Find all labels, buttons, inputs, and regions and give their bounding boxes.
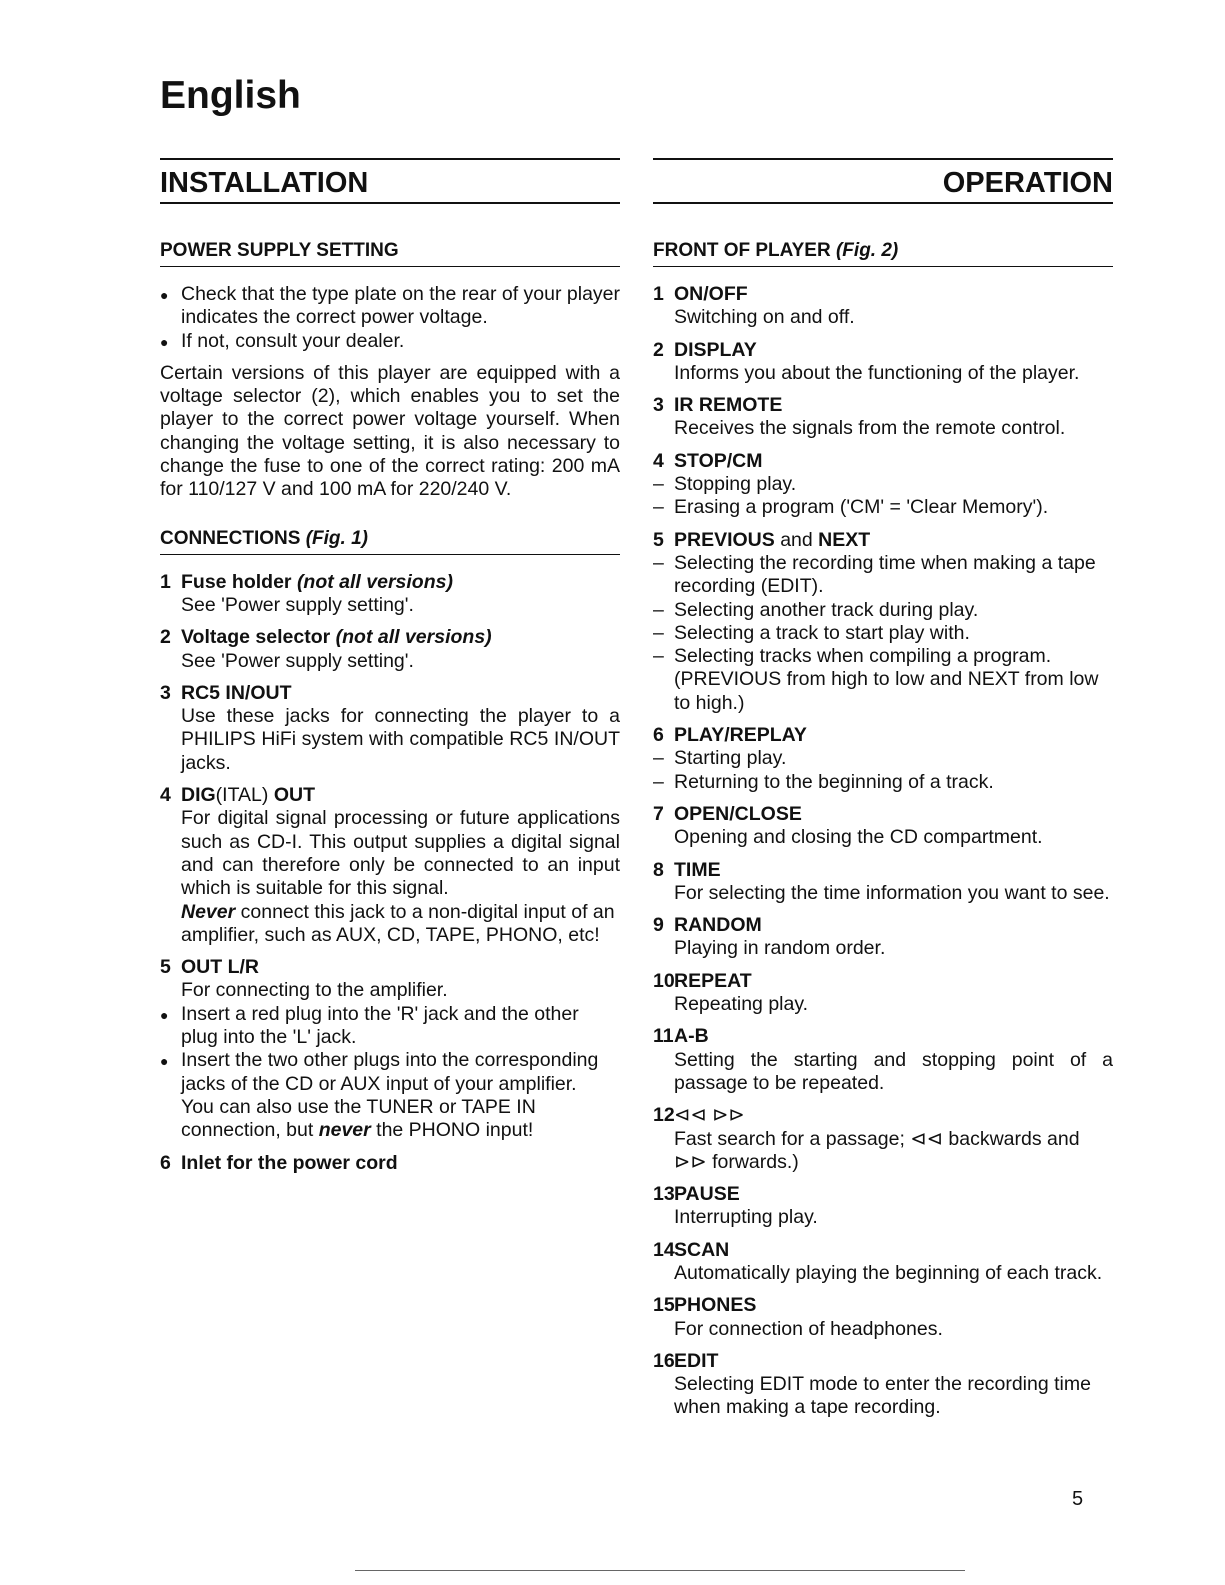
text-run: Never xyxy=(181,900,236,923)
dash-icon: – xyxy=(653,551,664,574)
text-run: For connecting to the amplifier. xyxy=(181,979,448,1002)
subsection-heading xyxy=(160,528,620,555)
item-text xyxy=(653,362,1113,385)
item-text xyxy=(653,826,1113,849)
text-run: OUT L/R xyxy=(181,956,259,979)
text-run: never xyxy=(318,1119,371,1142)
text-run: RANDOM xyxy=(674,914,762,937)
item-heading xyxy=(653,724,1113,747)
text-run: For selecting the time information you want to see. xyxy=(674,881,1110,904)
section-heading-operation: OPERATION xyxy=(653,158,1113,204)
item-text xyxy=(160,650,620,673)
item-number: 10 xyxy=(653,969,675,992)
item-text xyxy=(653,1128,1113,1175)
numbered-item xyxy=(653,1350,1113,1420)
numbered-item xyxy=(653,283,1113,330)
text-run: Starting play. xyxy=(674,747,787,770)
item-number: 6 xyxy=(653,724,664,747)
numbered-item xyxy=(160,956,620,1142)
item-heading xyxy=(653,1350,1113,1373)
page-number: 5 xyxy=(1072,1488,1084,1510)
item-heading xyxy=(160,956,620,979)
transport-search-icons: ⊲⊲ ⊳⊳ xyxy=(674,1104,745,1127)
scan-artifact-line xyxy=(355,1570,965,1571)
item-text xyxy=(160,901,620,948)
dash-icon: – xyxy=(653,496,664,519)
item-text xyxy=(160,979,620,1002)
item-number: 3 xyxy=(653,394,664,417)
text-run: Switching on and off. xyxy=(674,306,855,329)
text-run: Voltage selector xyxy=(181,626,336,649)
text-run: See 'Power supply setting'. xyxy=(181,649,414,672)
item-heading xyxy=(653,283,1113,306)
language-title: English xyxy=(160,74,301,117)
item-number: 2 xyxy=(653,338,664,361)
text-run: (ITAL) xyxy=(215,784,274,807)
item-heading xyxy=(653,859,1113,882)
item-number: 11 xyxy=(653,1025,674,1048)
text-run: DIG xyxy=(181,784,216,807)
numbered-item xyxy=(653,1104,1113,1174)
text-run: For connection of headphones. xyxy=(674,1317,943,1340)
item-text xyxy=(653,1206,1113,1229)
dash-item xyxy=(653,645,1113,715)
item-heading xyxy=(653,450,1113,473)
item-heading xyxy=(653,970,1113,993)
item-number: 14 xyxy=(653,1238,675,1261)
bullet-item xyxy=(160,330,620,353)
dash-item xyxy=(653,747,1113,770)
item-heading xyxy=(653,1183,1113,1206)
item-number: 3 xyxy=(160,681,171,704)
item-number: 8 xyxy=(653,858,664,881)
item-number: 6 xyxy=(160,1151,171,1174)
numbered-item xyxy=(653,859,1113,906)
text-run: If not, consult your dealer. xyxy=(181,329,405,352)
text-run: Interrupting play. xyxy=(674,1206,818,1229)
item-heading xyxy=(653,1104,1113,1127)
text-run: TIME xyxy=(674,858,721,881)
text-run: CONNECTIONS xyxy=(160,527,306,549)
item-text xyxy=(160,705,620,775)
numbered-item xyxy=(653,450,1113,520)
text-run: REPEAT xyxy=(674,969,752,992)
dash-item xyxy=(653,496,1113,519)
dash-icon: – xyxy=(653,473,664,496)
item-number: 4 xyxy=(160,784,171,807)
item-heading xyxy=(160,1152,620,1175)
numbered-item xyxy=(160,571,620,618)
text-run: PAUSE xyxy=(674,1183,740,1206)
bullet-icon: ● xyxy=(160,333,169,350)
text-run: Receives the signals from the remote control. xyxy=(674,417,1066,440)
item-heading xyxy=(160,784,620,807)
installation-column xyxy=(160,158,620,1184)
text-run: Repeating play. xyxy=(674,993,809,1016)
numbered-item xyxy=(653,529,1113,715)
item-text xyxy=(653,1318,1113,1341)
text-run: OPEN/CLOSE xyxy=(674,802,802,825)
item-number: 4 xyxy=(653,449,664,472)
text-run: connect this jack to a non-digital input of an amplifier, such as AUX, CD, TAPE, PHONO, etc! xyxy=(181,900,615,946)
item-number: 16 xyxy=(653,1349,675,1372)
subsection-heading xyxy=(653,240,1113,267)
operation-column xyxy=(653,158,1113,1429)
item-text xyxy=(160,1096,620,1143)
text-run: Informs you about the functioning of the player. xyxy=(674,361,1080,384)
item-heading xyxy=(653,914,1113,937)
text-run: See 'Power supply setting'. xyxy=(181,593,414,616)
text-run: Playing in random order. xyxy=(674,937,886,960)
item-number: 9 xyxy=(653,914,664,937)
item-heading xyxy=(653,394,1113,417)
dash-item xyxy=(653,622,1113,645)
dash-item xyxy=(653,473,1113,496)
numbered-item xyxy=(160,784,620,947)
numbered-item xyxy=(653,970,1113,1017)
text-run: Returning to the beginning of a track. xyxy=(674,770,994,793)
text-run: Selecting a track to start play with. xyxy=(674,621,970,644)
paragraph-block xyxy=(160,362,620,502)
text-run: (Fig. 2) xyxy=(835,240,899,261)
item-number: 5 xyxy=(653,528,664,551)
text-run: Selecting another track during play. xyxy=(674,598,979,621)
text-run: Setting the starting and stopping point of a passage to be repeated. xyxy=(674,1048,1113,1094)
subsection-heading xyxy=(160,240,620,267)
item-heading xyxy=(653,1239,1113,1262)
bullet-item xyxy=(160,283,620,330)
text-run: EDIT xyxy=(674,1349,719,1372)
dash-icon: – xyxy=(653,747,664,770)
text-run: (not all versions) xyxy=(296,570,453,593)
dash-item xyxy=(653,771,1113,794)
item-text xyxy=(653,417,1113,440)
text-run: POWER SUPPLY SETTING xyxy=(160,240,399,261)
item-number: 13 xyxy=(653,1183,675,1206)
dash-icon: – xyxy=(653,598,664,621)
dash-item xyxy=(653,552,1113,599)
text-run: STOP/CM xyxy=(674,449,763,472)
bullet-icon: ● xyxy=(160,287,169,303)
item-text xyxy=(653,882,1113,905)
item-number: 7 xyxy=(653,802,664,825)
numbered-item xyxy=(653,1025,1113,1095)
numbered-item xyxy=(160,682,620,775)
text-run: PREVIOUS xyxy=(674,528,781,551)
text-run: Insert the two other plugs into the corresponding jacks of the CD or AUX input of your amplifier. xyxy=(181,1049,599,1095)
item-text xyxy=(653,306,1113,329)
text-run: OUT xyxy=(273,784,315,807)
text-run: SCAN xyxy=(674,1238,730,1261)
text-run: Opening and closing the CD compartment. xyxy=(674,826,1043,849)
text-run: the PHONO input! xyxy=(370,1119,534,1142)
text-run: Erasing a program ('CM' = 'Clear Memory'). xyxy=(674,496,1049,519)
text-run: IR REMOTE xyxy=(674,394,783,417)
text-run: For digital signal processing or future applications such as CD-I. This output supplies a digital signal and can therefore only be connected to an input which is suitable for this signal. xyxy=(181,807,620,900)
item-heading xyxy=(653,339,1113,362)
bullet-item xyxy=(160,1003,620,1050)
text-run: Stopping play. xyxy=(674,473,797,496)
item-text xyxy=(160,362,620,502)
text-run: Insert a red plug into the 'R' jack and the other plug into the 'L' jack. xyxy=(181,1002,579,1049)
item-heading xyxy=(653,529,1113,552)
item-number: 2 xyxy=(160,626,171,649)
item-heading xyxy=(653,803,1113,826)
item-number: 1 xyxy=(653,283,664,305)
text-run: NEXT xyxy=(818,528,871,551)
right-body xyxy=(653,240,1113,1420)
item-number: 12 xyxy=(653,1104,675,1127)
dash-icon: – xyxy=(653,645,664,668)
text-run: and xyxy=(780,528,819,551)
item-number: 15 xyxy=(653,1294,675,1317)
text-run: Fast search for a passage; ⊲⊲ backwards and ⊳⊳ forwards.) xyxy=(674,1127,1080,1173)
numbered-item xyxy=(160,626,620,673)
text-run: PHONES xyxy=(674,1294,757,1317)
text-run: PLAY/REPLAY xyxy=(674,724,807,747)
left-body xyxy=(160,240,620,1175)
item-heading xyxy=(160,682,620,705)
section-heading-installation: INSTALLATION xyxy=(160,158,620,204)
dash-icon: – xyxy=(653,621,664,644)
numbered-item xyxy=(160,1152,620,1175)
paragraph-block xyxy=(160,283,620,353)
numbered-item xyxy=(653,1239,1113,1286)
text-run: A-B xyxy=(674,1025,709,1048)
item-heading xyxy=(653,1025,1113,1048)
item-text xyxy=(653,993,1113,1016)
numbered-item xyxy=(653,394,1113,441)
text-run: Certain versions of this player are equipped with a voltage selector (2), which enables you to set the player to the correct power voltage yourself. When changing the voltage setting, it is also necessary to change the fuse to one of the correct rating: 200 mA for 110/127 V and 100 mA for 220/240 V. xyxy=(160,361,620,501)
item-text xyxy=(653,1262,1113,1285)
numbered-item xyxy=(653,1183,1113,1230)
item-text xyxy=(653,937,1113,960)
text-run: Use these jacks for connecting the player to a PHILIPS HiFi system with compatible RC5 IN/OUT jacks. xyxy=(181,705,620,774)
bullet-icon: ● xyxy=(160,1053,169,1070)
text-run: ON/OFF xyxy=(674,283,748,305)
numbered-item xyxy=(653,339,1113,386)
dash-icon: – xyxy=(653,770,664,793)
item-text xyxy=(653,1373,1113,1420)
text-run: Check that the type plate on the rear of your player indicates the correct power voltage. xyxy=(181,283,621,329)
numbered-item xyxy=(653,803,1113,850)
text-run: Selecting tracks when compiling a program. (PREVIOUS from high to low and NEXT from low to high.) xyxy=(674,645,1099,714)
item-heading xyxy=(160,626,620,649)
item-text xyxy=(653,1049,1113,1096)
text-run: You can also use the TUNER or TAPE IN connection, but xyxy=(181,1095,536,1142)
item-text xyxy=(160,807,620,900)
item-heading xyxy=(653,1294,1113,1317)
bullet-icon: ● xyxy=(160,1006,169,1023)
item-number: 5 xyxy=(160,956,171,979)
dash-item xyxy=(653,599,1113,622)
item-heading xyxy=(160,571,620,594)
numbered-item xyxy=(653,914,1113,961)
text-run: Fuse holder xyxy=(181,570,297,593)
numbered-item xyxy=(653,1294,1113,1341)
text-run: Selecting EDIT mode to enter the recording time when making a tape recording. xyxy=(674,1373,1091,1419)
text-run: Inlet for the power cord xyxy=(181,1151,398,1174)
item-text xyxy=(160,594,620,617)
text-run: Selecting the recording time when making a tape recording (EDIT). xyxy=(674,551,1096,598)
text-run: (not all versions) xyxy=(335,626,492,649)
item-number: 1 xyxy=(160,570,171,593)
text-run: (Fig. 1) xyxy=(305,527,368,549)
text-run: FRONT OF PLAYER xyxy=(653,240,836,261)
numbered-item xyxy=(653,724,1113,794)
text-run: Automatically playing the beginning of each track. xyxy=(674,1261,1103,1284)
text-run: RC5 IN/OUT xyxy=(181,681,292,704)
bullet-item xyxy=(160,1049,620,1096)
text-run: DISPLAY xyxy=(674,338,757,361)
